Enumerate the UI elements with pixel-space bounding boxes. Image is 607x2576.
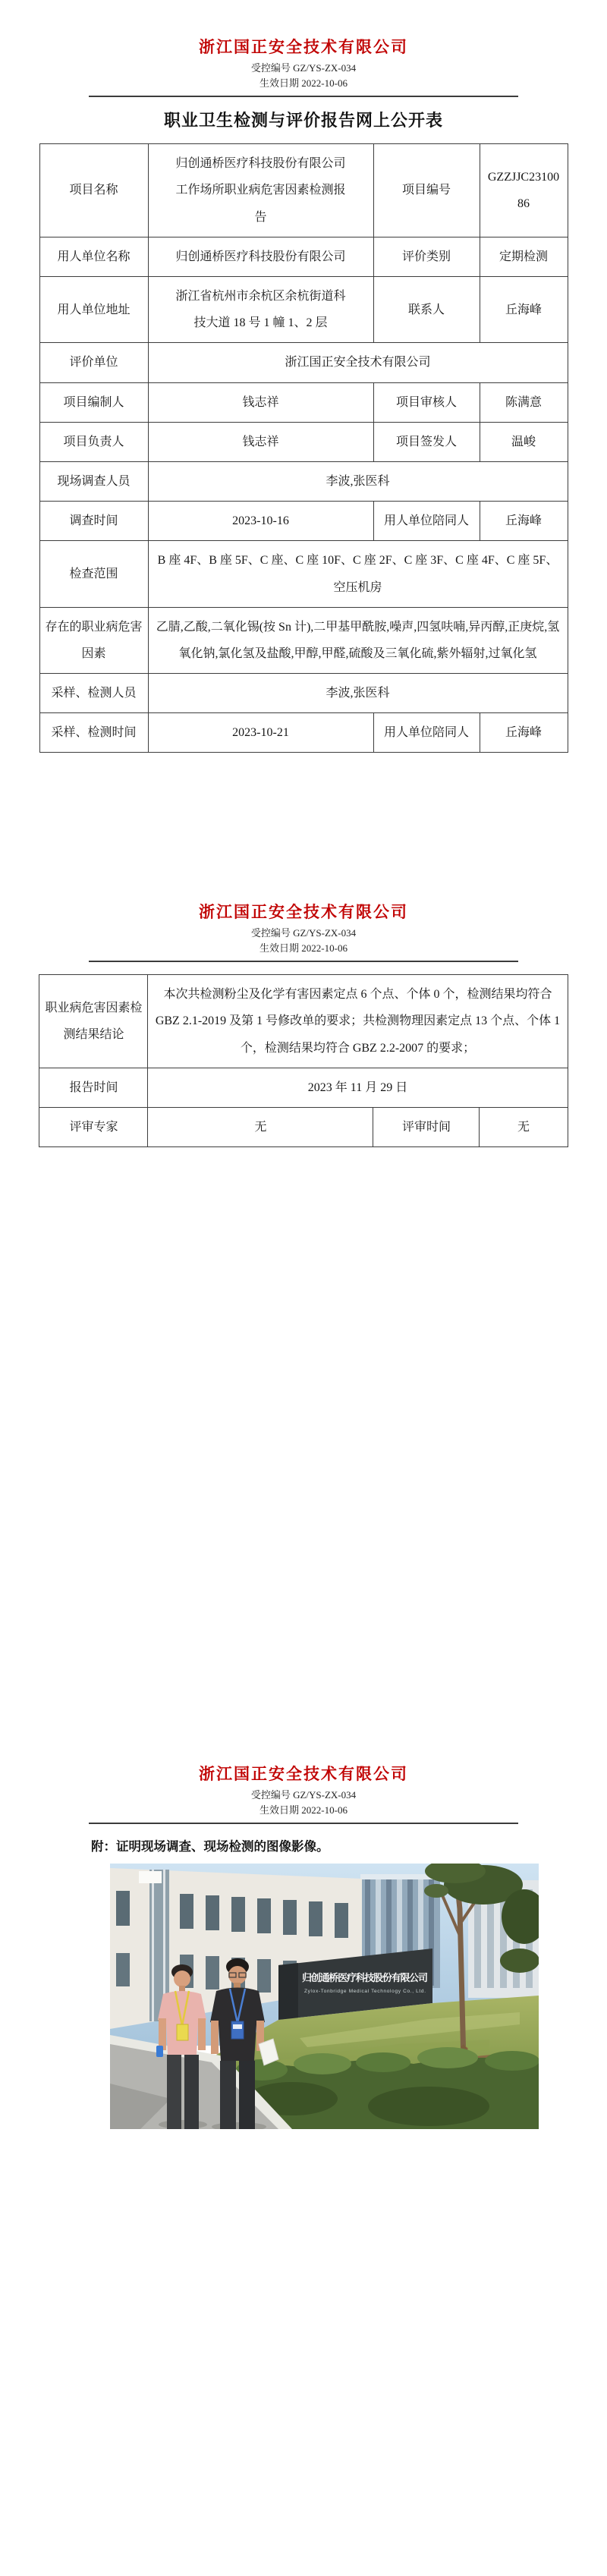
table-row: [39, 1068, 568, 1107]
sampling-date-value: 2023-10-21: [148, 713, 373, 753]
sampling-date-label: 采样、检测时间: [39, 713, 148, 753]
sign-text-cn: 归创通桥医疗科技股份有限公司: [302, 1972, 428, 1984]
report-section-1: [0, 35, 607, 753]
project-info-table: [39, 143, 568, 753]
table-row: [39, 502, 568, 541]
hazards-label: 存在的职业病危害因素: [39, 607, 148, 673]
conclusion-label: 职业病危害因素检测结果结论: [39, 975, 148, 1068]
company-name-header: 浙江国正安全技术有限公司: [199, 39, 408, 56]
scope-value: B 座 4F、B 座 5F、C 座、C 座 10F、C 座 2F、C 座 3F、C 座 4F、C 座 5F、空压机房: [148, 541, 568, 607]
hazards-value: 乙腈,乙酸,二氧化锡(按 Sn 计),二甲基甲酰胺,噪声,四氢呋喃,异丙醇,正庚烷,氢氧化钠,氯化氢及盐酸,甲醇,甲醛,硫酸及三氧化硫,紫外辐射,过氧化氢: [148, 607, 568, 673]
site-photo-container: [110, 1864, 539, 2129]
issuer-label: 项目签发人: [373, 422, 480, 461]
table-row: [39, 237, 568, 276]
compiler-value: 钱志祥: [148, 382, 373, 422]
table-row: [39, 144, 568, 237]
table-row: [39, 277, 568, 343]
report-date-label: 报告时间: [39, 1068, 148, 1107]
effective-date: 生效日期 2022-10-06: [259, 1804, 348, 1816]
table-row: [39, 674, 568, 713]
table-row: [39, 713, 568, 753]
eval-org-value: 浙江国正安全技术有限公司: [148, 343, 568, 382]
contact-value: 丘海峰: [480, 277, 568, 343]
leader-label: 项目负责人: [39, 422, 148, 461]
sampling-staff-value: 李波,张医科: [148, 674, 568, 713]
sampling-escort-value: 丘海峰: [480, 713, 568, 753]
eval-type-label: 评价类别: [373, 237, 480, 276]
control-number: 受控编号 GZ/YS-ZX-034: [250, 927, 357, 939]
survey-escort-value: 丘海峰: [480, 502, 568, 541]
company-name-header: 浙江国正安全技术有限公司: [199, 904, 408, 921]
experts-label: 评审专家: [39, 1108, 148, 1147]
reviewer-value: 陈满意: [480, 382, 568, 422]
eval-org-label: 评价单位: [39, 343, 148, 382]
header-rule: [89, 1823, 518, 1824]
conclusion-table: [39, 974, 568, 1147]
employer-address-value: 浙江省杭州市余杭区余杭街道科技大道 18 号 1 幢 1、2 层: [148, 277, 373, 343]
survey-escort-label: 用人单位陪同人: [373, 502, 480, 541]
experts-value: 无: [148, 1108, 373, 1147]
report-section-2: [0, 900, 607, 1147]
table-row: [39, 541, 568, 607]
table-row: [39, 461, 568, 501]
report-section-3: [0, 1762, 607, 2129]
survey-date-value: 2023-10-16: [148, 502, 373, 541]
reviewer-label: 项目审核人: [373, 382, 480, 422]
project-no-label: 项目编号: [373, 144, 480, 237]
survey-staff-value: 李波,张医科: [148, 461, 568, 501]
report-date-value: 2023 年 11 月 29 日: [148, 1068, 568, 1107]
project-name-label: 项目名称: [39, 144, 148, 237]
table-row: [39, 343, 568, 382]
table-row: [39, 382, 568, 422]
sampling-staff-label: 采样、检测人员: [39, 674, 148, 713]
scope-label: 检查范围: [39, 541, 148, 607]
header-rule: [89, 961, 518, 962]
survey-date-label: 调查时间: [39, 502, 148, 541]
header-rule: [89, 96, 518, 97]
employer-name-value: 归创通桥医疗科技股份有限公司: [148, 237, 373, 276]
table-row: [39, 975, 568, 1068]
review-date-label: 评审时间: [373, 1108, 480, 1147]
control-number: 受控编号 GZ/YS-ZX-034: [250, 1789, 357, 1801]
sign-text-en: Zylox-Tonbridge Medical Technology Co., Ltd.: [304, 1989, 426, 1995]
employer-name-label: 用人单位名称: [39, 237, 148, 276]
table-row: [39, 422, 568, 461]
leader-value: 钱志祥: [148, 422, 373, 461]
table-row: [39, 1108, 568, 1147]
eval-type-value: 定期检测: [480, 237, 568, 276]
table-row: [39, 607, 568, 673]
sampling-escort-label: 用人单位陪同人: [373, 713, 480, 753]
employer-address-label: 用人单位地址: [39, 277, 148, 343]
control-number: 受控编号 GZ/YS-ZX-034: [250, 62, 357, 74]
effective-date: 生效日期 2022-10-06: [259, 77, 348, 90]
company-name-header: 浙江国正安全技术有限公司: [199, 1766, 408, 1783]
project-no-value: GZZJJC2310086: [480, 144, 568, 237]
review-date-value: 无: [480, 1108, 568, 1147]
survey-staff-label: 现场调查人员: [39, 461, 148, 501]
project-name-value: 归创通桥医疗科技股份有限公司工作场所职业病危害因素检测报告: [148, 144, 373, 237]
issuer-value: 温峻: [480, 422, 568, 461]
contact-label: 联系人: [373, 277, 480, 343]
page-title: 职业卫生检测与评价报告网上公开表: [163, 111, 443, 131]
effective-date: 生效日期 2022-10-06: [259, 942, 348, 955]
conclusion-value: 本次共检测粉尘及化学有害因素定点 6 个点、个体 0 个，检测结果均符合 GBZ 2.1-2019 及第 1 号修改单的要求；共检测物理因素定点 13 个点、个体 1 个，检测结果均符合 GBZ 2.2-2007 的要求；: [148, 975, 568, 1068]
compiler-label: 项目编制人: [39, 382, 148, 422]
site-photo: [110, 1864, 539, 2129]
attachment-caption: 附：证明现场调查、现场检测的图像影像。: [91, 1839, 329, 1854]
